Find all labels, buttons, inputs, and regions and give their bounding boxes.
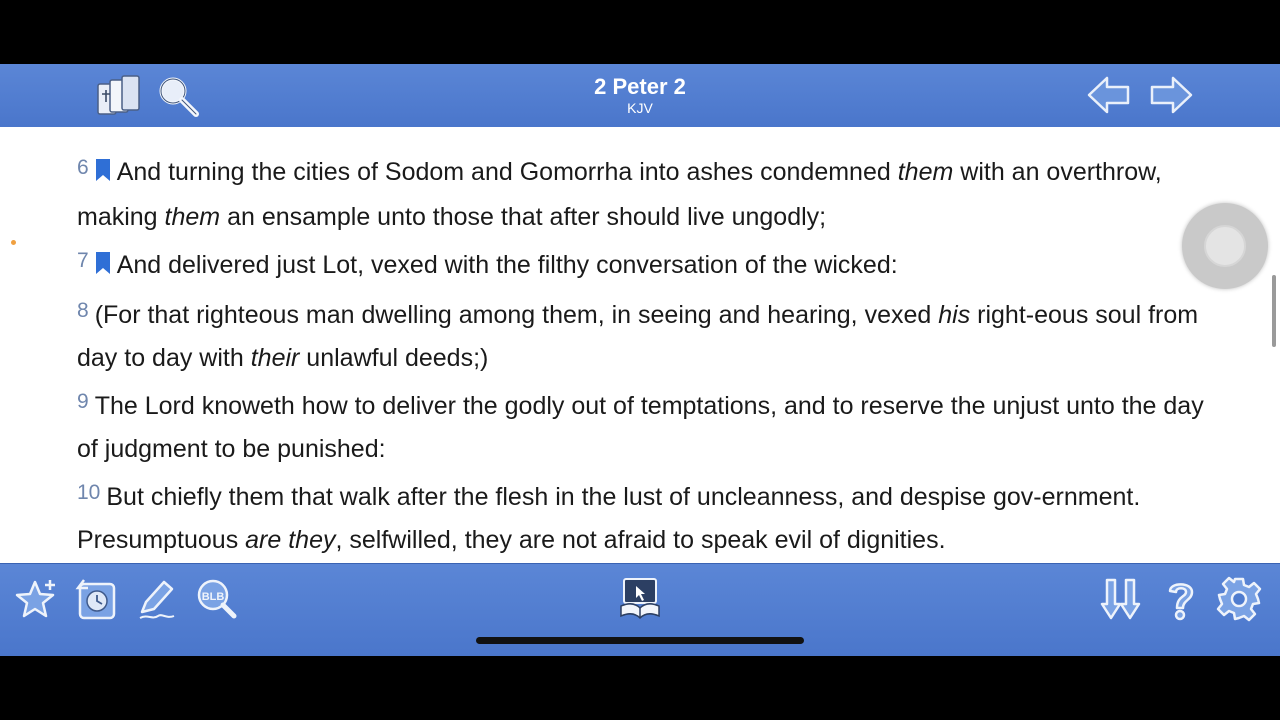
verse-number[interactable]: 8 xyxy=(77,299,89,322)
italic-word: them xyxy=(897,158,954,186)
verse-number[interactable]: 7 xyxy=(77,249,89,272)
verse-text: , selfwilled, they are not afraid to speak evil of dignities. xyxy=(335,526,946,554)
verse-8[interactable] xyxy=(77,289,1207,380)
bible-text-view[interactable] xyxy=(0,127,1280,563)
italic-word: them xyxy=(164,203,221,231)
verse-number[interactable]: 6 xyxy=(77,156,89,179)
bookmark-icon[interactable] xyxy=(95,153,111,196)
verse-text: The Lord knoweth how to deliver the godly out of temptations, and to reserve the unjust unto the day of judgment to be punished: xyxy=(77,392,1204,463)
home-indicator[interactable] xyxy=(476,637,804,644)
italic-word: his xyxy=(938,301,971,329)
title-block xyxy=(440,74,840,116)
verse-list xyxy=(77,127,1207,563)
history-icon[interactable] xyxy=(74,576,120,627)
arrow-left-icon[interactable] xyxy=(1086,74,1132,121)
verse-text: with an overthrow, making xyxy=(77,158,1162,231)
bottom-toolbar xyxy=(0,563,1280,656)
blb-search-icon[interactable] xyxy=(194,576,240,627)
verse-10[interactable] xyxy=(77,471,1207,562)
verse-9[interactable] xyxy=(77,380,1207,471)
help-icon[interactable] xyxy=(1158,576,1204,627)
verse-number[interactable]: 9 xyxy=(77,390,89,413)
verse-text: (For that righteous man dwelling among them, in seeing and hearing, vexed xyxy=(94,301,939,329)
page-title: 2 Peter 2 xyxy=(594,74,686,99)
verse-text: right-eous soul from day to day with xyxy=(77,301,1199,372)
search-icon[interactable] xyxy=(155,74,201,125)
scroll-indicator[interactable] xyxy=(1272,275,1276,347)
bookmark-icon[interactable] xyxy=(95,246,111,289)
arrow-right-icon[interactable] xyxy=(1148,74,1194,121)
top-toolbar xyxy=(0,64,1280,128)
pencil-icon[interactable] xyxy=(134,576,180,627)
gear-icon[interactable] xyxy=(1216,576,1262,627)
verse-7[interactable] xyxy=(77,239,1207,289)
app-screen xyxy=(0,64,1280,656)
verse-6[interactable] xyxy=(77,146,1207,239)
verse-text: an ensample unto those that after should live ungodly; xyxy=(220,203,827,231)
auto-scroll-icon[interactable] xyxy=(1098,576,1144,627)
svg-text:BLB: BLB xyxy=(201,591,225,603)
bible-library-icon[interactable] xyxy=(96,74,142,123)
verse-text: And turning the cities of Sodom and Gomorrha into ashes condemned xyxy=(116,158,898,186)
star-add-icon[interactable] xyxy=(14,576,60,627)
verse-text: But chiefly them that walk after the flesh in the lust of uncleanness, and despise gov-ernment. Presumptuous xyxy=(77,483,1141,554)
assistive-touch-button[interactable] xyxy=(1182,203,1268,289)
marker-dot xyxy=(11,240,16,245)
bible-reader-icon[interactable] xyxy=(618,576,662,627)
italic-word: are they xyxy=(245,526,336,554)
verse-number[interactable]: 10 xyxy=(77,481,101,504)
verse-text: And delivered just Lot, vexed with the filthy conversation of the wicked: xyxy=(116,251,898,279)
bible-version[interactable]: KJV xyxy=(627,100,653,116)
verse-text: unlawful deeds;) xyxy=(299,344,489,372)
verse-container xyxy=(77,146,1207,563)
italic-word: their xyxy=(250,344,300,372)
clipped-previous-verse xyxy=(77,127,1207,146)
assistive-touch-inner xyxy=(1204,225,1246,267)
